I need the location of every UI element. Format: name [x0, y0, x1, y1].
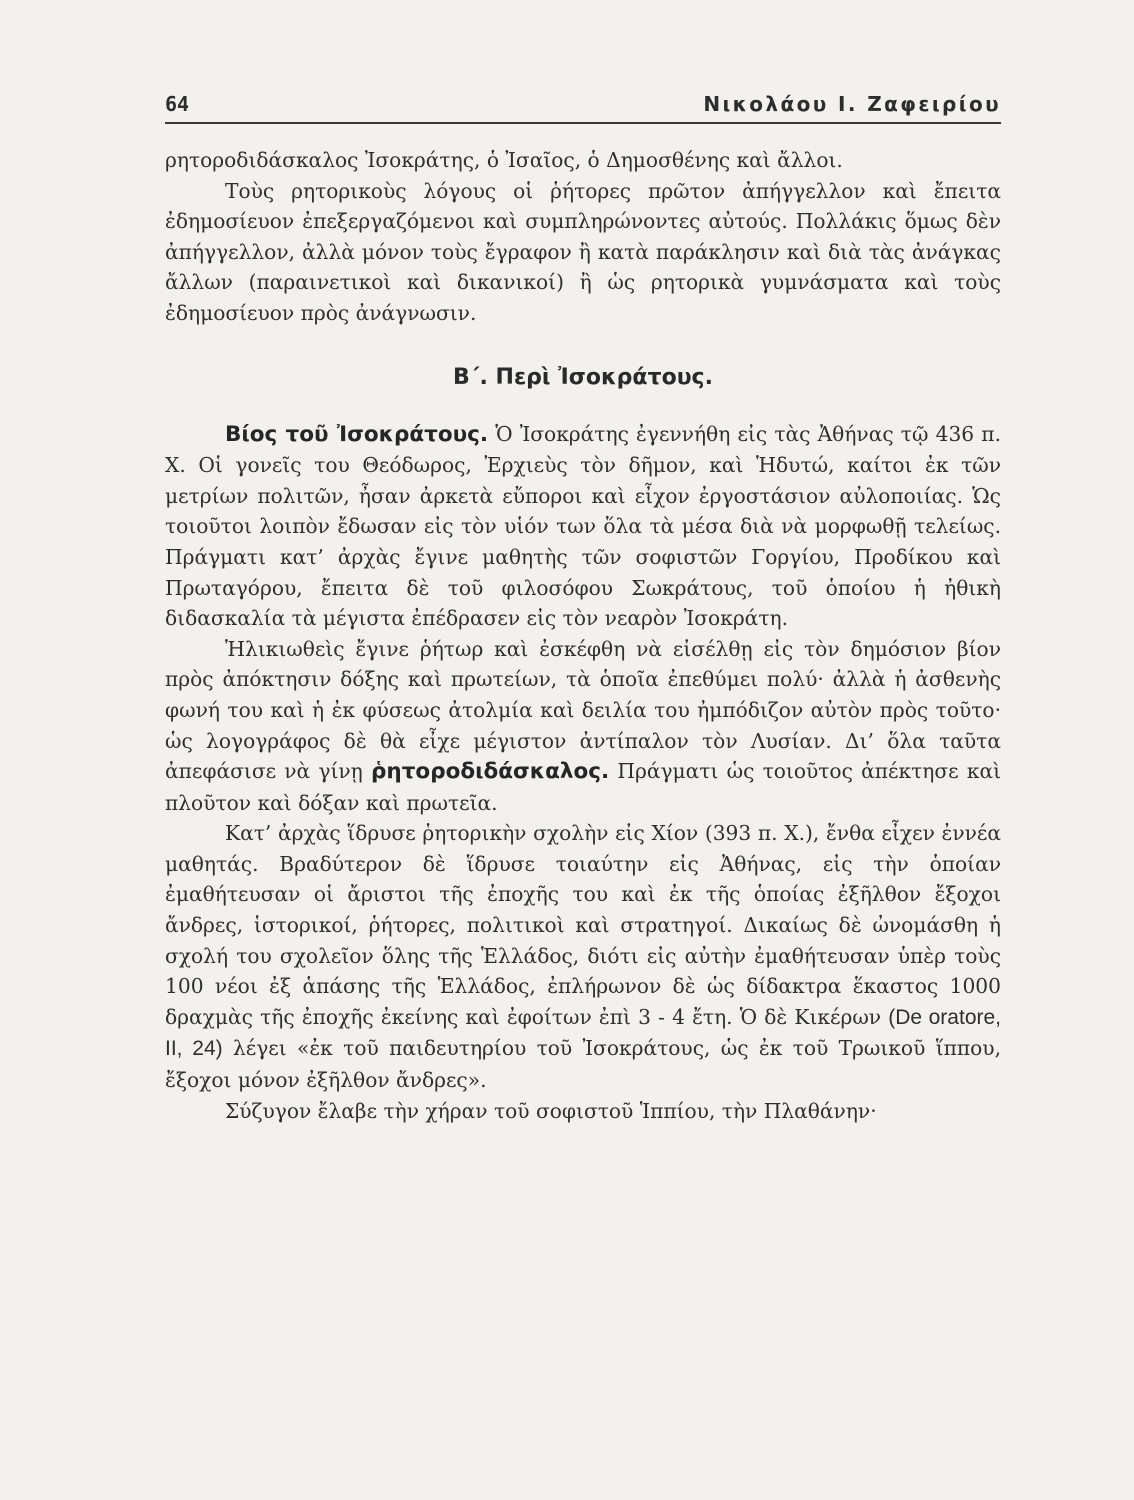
paragraph-speeches: Τοὺς ρητορικοὺς λόγους οἱ ῥήτορες πρῶτον ἀπήγγελλον καὶ ἔπειτα ἐδημοσίευον ἐπεξεργαζόμενοι καὶ συμπληρώνοντες αὐτούς. Πολλάκις ὅμως δὲν ἀπήγγελλον, ἀλλὰ μόνον τοὺς ἔγραφον ἢ κατὰ παράκλησιν καὶ διὰ τὰς ἀνάγκας ἄλλων (παραινετικοὶ καὶ δικανικοί) ἢ ὡς ρητορικὰ γυμνάσματα καὶ τοὺς ἐδημοσίευον πρὸς ἀνάγνωσιν.	[165, 178, 1001, 325]
career-bold-term: ῥητοροδιδάσκαλος.	[371, 759, 610, 785]
paragraph-spouse: Σύζυγον ἔλαβε τὴν χήραν τοῦ σοφιστοῦ Ἱππίου, τὴν Πλαθάνην·	[225, 1098, 877, 1123]
body-text	[165, 145, 1001, 1126]
school-text-before: Κατ’ ἀρχὰς ἵδρυσε ῥητορικὴν σχολὴν εἰς Χίον (393 π. Χ.), ἔνθα εἶχεν ἐννέα μαθητάς. Βραδύτερον δὲ ἵδρυσε τοιαύτην εἰς Ἀθήνας, εἰς τὴν ὁποίαν ἐμαθήτευσαν οἱ ἄριστοι τῆς ἐποχῆς του καὶ ἐκ τῆς ὁποίας ἐξῆλθον ἔξοχοι ἄνδρες, ἱστορικοί, ῥήτορες, πολιτικοὶ καὶ στρατηγοί. Δικαίως δὲ ὠνομάσθη ἡ σχολή του σχολεῖον ὅλης τῆς Ἑλλάδος, διότι εἰς αὐτὴν ἐμαθήτευσαν ὑπὲρ τοὺς 100 νέοι ἐξ ἁπάσης τῆς Ἑλλάδος, ἐπλήρωνον δὲ ὡς δίδακτρα ἕκαστος 1000 δραχμὰς τῆς ἐποχῆς ἐκείνης καὶ ἐφοίτων ἐπὶ 3 - 4 ἔτη. Ὁ δὲ Κικέρων	[165, 821, 1001, 1029]
section-title: Β΄. Περὶ Ἰσοκράτους.	[453, 364, 713, 390]
paragraph-career	[165, 634, 1001, 819]
paragraph-school	[165, 818, 1001, 1095]
paragraph-biography	[165, 419, 1001, 634]
biography-text: Ὁ Ἰσοκράτης ἐγεννήθη εἰς τὰς Ἀθήνας τῷ 436 π. Χ. Οἱ γονεῖς του Θεόδωρος, Ἐρχιεὺς τὸν δῆμον, καὶ Ἡδυτώ, καίτοι ἐκ τῶν μετρίων πολιτῶν, ἦσαν ἀρκετὰ εὔποροι καὶ εἶχον ἐργοστάσιον αὐλοποιίας. Ὡς τοιοῦτοι λοιπὸν ἔδωσαν εἰς τὸν υἱόν των ὅλα τὰ μέσα διὰ νὰ μορφωθῇ τελείως. Πράγματι κατ’ ἀρχὰς ἔγινε μαθητὴς τῶν σοφιστῶν Γοργίου, Προδίκου καὶ Πρωταγόρου, ἔπειτα δὲ τοῦ φιλοσόφου Σωκράτους, τοῦ ὁποίου ἡ ἠθικὴ διδασκαλία τὰ μέγιστα ἐπέδρασεν εἰς τὸν νεαρὸν Ἰσοκράτη.	[165, 421, 1001, 631]
page-number: 64	[165, 92, 190, 116]
running-head: Νικολάου Ι. Ζαφειρίου	[703, 92, 1001, 116]
career-text-after: Πράγματι ὡς τοιοῦτος ἀπέκτησε καὶ πλοῦτον καὶ δόξαν καὶ πρωτεῖα.	[165, 759, 1001, 815]
page-header	[165, 92, 1001, 124]
biography-heading: Βίος τοῦ Ἰσοκράτους.	[225, 421, 489, 447]
career-text-before: Ἡλικιωθεὶς ἔγινε ῥήτωρ καὶ ἐσκέφθη νὰ εἰσέλθῃ εἰς τὸν δημόσιον βίον πρὸς ἀπόκτησιν δόξης καὶ πρωτείων, τὰ ὁποῖα ἐπεθύμει πολύ· ἀλλὰ ἡ ἀσθενὴς φωνή του καὶ ἡ ἐκ φύσεως ἀτολμία καὶ δειλία του ἠμπόδιζον αὐτὸν πρὸς τοῦτο· ὡς λογογράφος δὲ θὰ εἶχε μέγιστον ἀντίπαλον τὸν Λυσίαν. Δι’ ὅλα ταῦτα ἀπεφάσισε νὰ γίνῃ	[165, 636, 1001, 784]
school-text-after: λέγει «ἐκ τοῦ παιδευτηρίου τοῦ Ἰσοκράτους, ὡς ἐκ τοῦ Τρωικοῦ ἵππου, ἔξοχοι μόνον ἐξῆλθον ἄνδρες».	[165, 1036, 1001, 1093]
paragraph-continuation: ρητοροδιδάσκαλος Ἰσοκράτης, ὁ Ἰσαῖος, ὁ Δημοσθένης καὶ ἄλλοι.	[165, 148, 843, 172]
latin-citation: (De oratore, II, 24)	[165, 1005, 1001, 1061]
